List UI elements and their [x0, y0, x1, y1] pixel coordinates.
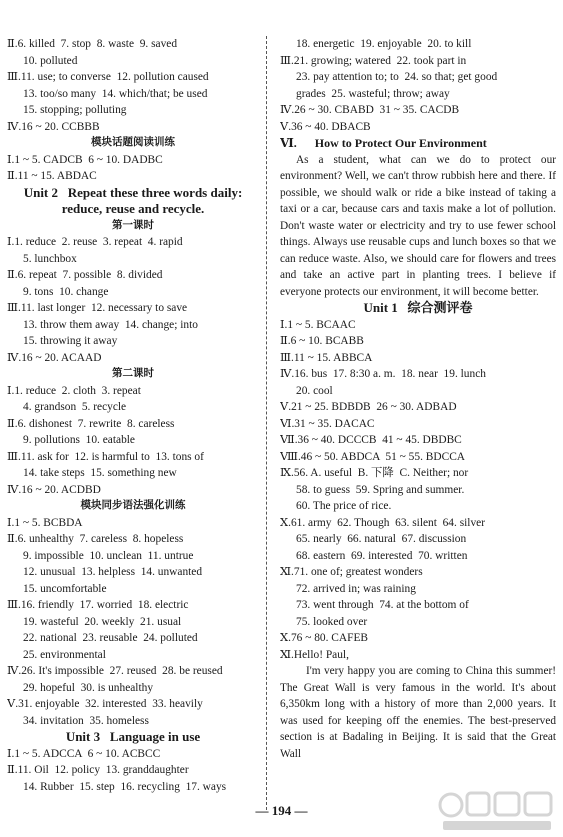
answer-line: 13. too/so many 14. which/that; be used: [23, 87, 208, 100]
answer-line: 4. grandson 5. recycle: [23, 401, 127, 413]
section-heading: Unit 2 Repeat these three words daily:: [23, 184, 243, 200]
answer-line: Ⅱ.6. repeat 7. possible 8. divided: [7, 269, 163, 281]
essay-environment: As a student, what can we do to protect our environment? Well, we can't throw rubbish here and there. If possible, we should walk or ride a bike instead of taking a taxi or a car, because cars and taxis make a lot of pollution. Don't waste water or electricity and try to use fewer school things. Always use reusable cups and lunch boxes so that we can reduce waste. Also, we should care for flowers and trees and take an active part in planting trees. I believe if everyone protects our environment, it will become better.: [280, 153, 556, 298]
answer-line: Ⅲ.11 ~ 15. ABBCA: [280, 351, 373, 364]
answer-line: Ⅱ.6. unhealthy 7. careless 8. hopeless: [7, 533, 184, 545]
answer-line: Ⅳ.26 ~ 30. CBABD 31 ~ 35. CACDB: [280, 104, 460, 116]
answer-line: Ⅱ.6. dishonest 7. rewrite 8. careless: [7, 417, 175, 430]
answer-line: Ⅱ.6 ~ 10. BCABB: [280, 335, 364, 347]
answer-line: Ⅶ.36 ~ 40. DCCCB 41 ~ 45. DBDBC: [280, 434, 462, 446]
answer-line: Ⅳ.16. bus 17. 8:30 a. m. 18. near 19. lunch: [280, 368, 486, 380]
answer-line: Ⅲ.16. friendly 17. worried 18. electric: [7, 599, 189, 611]
answer-line: 9. pollutions 10. eatable: [23, 434, 135, 446]
answer-line: Ⅱ.11. Oil 12. policy 13. granddaughter: [7, 764, 189, 776]
answer-line: Ⅳ.26. It's impossible 27. reused 28. be reused: [7, 665, 223, 677]
answer-line: 75. looked over: [296, 615, 368, 628]
answer-line: Ⅴ.31. enjoyable 32. interested 33. heavily: [7, 698, 203, 710]
answer-line: 9. tons 10. change: [23, 285, 109, 298]
section-heading: 第二课时: [112, 368, 154, 379]
answer-line: 73. went through 74. at the bottom of: [296, 599, 469, 611]
answer-line: Ⅴ.36 ~ 40. DBACB: [280, 120, 371, 133]
answer-line: Ⅹ.76 ~ 80. CAFEB: [280, 632, 369, 644]
answer-line: Ⅲ.11. use; to converse 12. pollution caused: [7, 71, 209, 83]
answer-line: 65. nearly 66. natural 67. discussion: [296, 533, 467, 545]
answer-line: Ⅵ.31 ~ 35. DACAC: [280, 417, 375, 430]
answer-line: Ⅰ.1. reduce 2. reuse 3. repeat 4. rapid: [7, 236, 183, 248]
answer-line: 14. take steps 15. something new: [23, 467, 177, 479]
answer-line: Ⅲ.11. ask for 12. is harmful to 13. tons of: [7, 450, 204, 463]
answer-line: 19. wasteful 20. weekly 21. usual: [23, 615, 182, 628]
answer-line: Ⅱ.11 ~ 15. ABDAC: [7, 170, 97, 182]
answer-line: Ⅲ.11. last longer 12. necessary to save: [7, 302, 188, 314]
answer-line: Ⅴ.21 ~ 25. BDBDB 26 ~ 30. ADBAD: [280, 401, 457, 413]
answer-line: 12. unusual 13. helpless 14. unwanted: [23, 566, 203, 578]
answer-line: Ⅺ.71. one of; greatest wonders: [280, 566, 423, 578]
answer-line: Ⅰ.1 ~ 5. CADCB 6 ~ 10. DADBC: [7, 153, 163, 166]
section-heading: Unit 1 综合测评卷: [363, 300, 473, 315]
answer-line: 60. The price of rice.: [296, 500, 392, 512]
answer-line: 58. to guess 59. Spring and summer.: [296, 483, 465, 496]
answer-line: Ⅳ.16 ~ 20. ACAAD: [7, 351, 102, 364]
answer-line: 72. arrived in; was raining: [296, 582, 416, 595]
section-heading: 模块同步语法强化训练: [80, 500, 186, 511]
answer-line: Ⅱ.6. killed 7. stop 8. waste 9. saved: [7, 38, 178, 50]
answer-line: Ⅰ.1 ~ 5. ADCCA 6 ~ 10. ACBCC: [7, 747, 161, 760]
answer-line: 15. uncomfortable: [23, 582, 107, 595]
answer-line: 10. polluted: [23, 54, 78, 67]
answer-line: 9. impossible 10. unclean 11. untrue: [23, 549, 194, 562]
answer-line: 25. environmental: [23, 648, 106, 661]
answer-line: 15. stopping; polluting: [23, 104, 127, 116]
watermark-logo: [437, 785, 557, 833]
answer-line: Ⅳ.16 ~ 20. ACDBD: [7, 483, 101, 496]
column-divider: [266, 36, 267, 810]
section-heading: reduce, reuse and recycle.: [61, 201, 205, 216]
answer-line: Ⅰ.1 ~ 5. BCBDA: [7, 516, 83, 529]
answer-line: 34. invitation 35. homeless: [23, 714, 149, 727]
page-number: — 194 —: [255, 803, 308, 818]
answer-line: Ⅷ.46 ~ 50. ABDCA 51 ~ 55. BDCCA: [280, 450, 466, 463]
answer-line: Ⅰ.1. reduce 2. cloth 3. repeat: [7, 384, 141, 397]
answer-line: 22. national 23. reusable 24. polluted: [23, 632, 198, 644]
answer-line: 29. hopeful 30. is unhealthy: [23, 681, 154, 694]
answer-line: 14. Rubber 15. step 16. recycling 17. ways: [23, 780, 227, 793]
answer-line: 18. energetic 19. enjoyable 20. to kill: [296, 38, 472, 50]
section-heading: 第一课时: [112, 219, 154, 231]
answer-line: 20. cool: [296, 384, 333, 397]
right-column: [280, 36, 556, 762]
answer-line: 23. pay attention to; to 24. so that; get good: [296, 71, 498, 83]
answer-line: Ⅸ.56. A. useful B. 下降 C. Neither; nor: [280, 467, 469, 479]
answer-line: grades 25. wasteful; throw; away: [296, 87, 450, 100]
left-column: [7, 36, 259, 795]
answer-line: Ⅰ.1 ~ 5. BCAAC: [280, 318, 356, 331]
section-heading: Unit 3 Language in use: [65, 729, 201, 744]
answer-line: Ⅹ.61. army 62. Though 63. silent 64. silver: [280, 516, 486, 529]
essay-letter: I'm very happy you are coming to China this summer! The Great Wall is very famous in the world. It's about 6,350km long with a history of more than 2,000 years. It was used for keeping off the enemies. The best-preserved section is at Badaling in Beijing. It is said that the Great Wall: [280, 665, 556, 760]
answer-line: 13. throw them away 14. change; into: [23, 318, 198, 331]
answer-line: 15. throwing it away: [23, 335, 118, 347]
answer-line: Ⅺ.Hello! Paul,: [280, 648, 349, 661]
answer-line: 68. eastern 69. interested 70. written: [296, 549, 468, 562]
answer-line: Ⅲ.21. growing; watered 22. took part in: [280, 54, 467, 67]
answer-line: Ⅳ.16 ~ 20. CCBBB: [7, 120, 100, 133]
section-heading: Ⅵ. How to Protect Our Environment: [280, 136, 487, 150]
answer-line: 5. lunchbox: [23, 252, 77, 265]
section-heading: 模块话题阅读训练: [91, 137, 175, 148]
